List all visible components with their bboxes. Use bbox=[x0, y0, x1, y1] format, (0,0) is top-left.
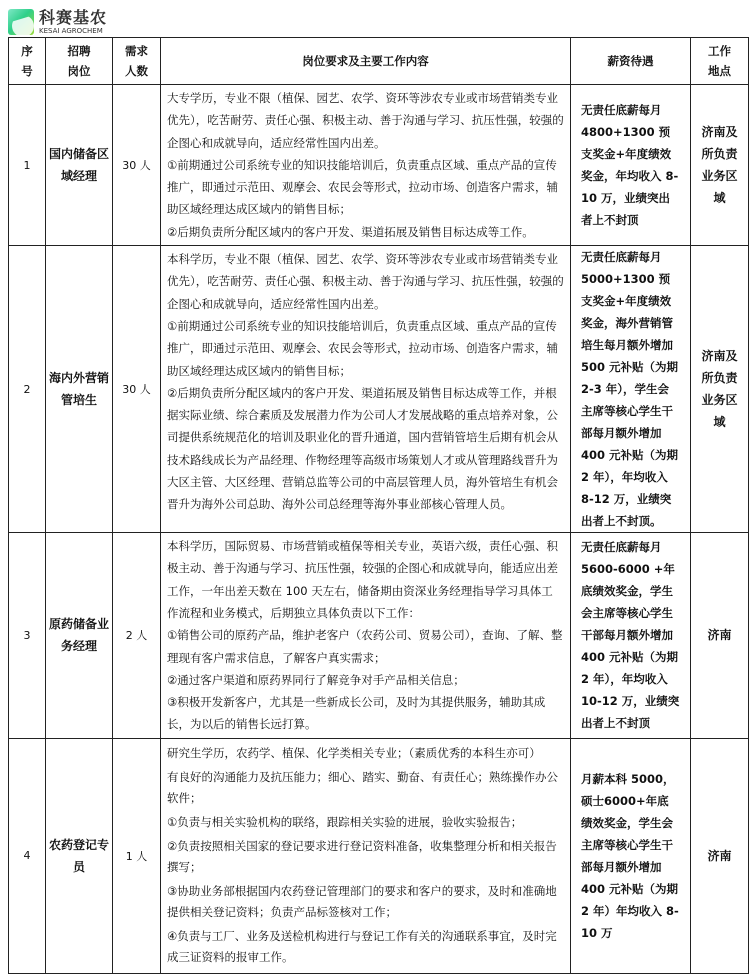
header-location-label: 工作地点 bbox=[708, 44, 731, 78]
content-paragraph: 有良好的沟通能力及抗压能力；细心、踏实、勤奋、有责任心；熟练操作办公软件； bbox=[167, 769, 558, 805]
row-salary: 无责任底薪每月5600-6000 +年底绩效奖金，学生会主席等核心学生干部每月额外增加 400 元补贴（为期 2 年），年均收入 10-12 万，业绩突出者上不封顶 bbox=[571, 533, 691, 739]
content-paragraph: 本科学历，专业不限（植保、园艺、农学、资环等涉农专业或市场营销类专业优先），吃苦耐劳、责任心强、积极主动、善于沟通与学习、抗压性强，较强的企图心和成就导向，适应经常性国内出差。 bbox=[167, 252, 564, 311]
row-index: 4 bbox=[9, 738, 46, 973]
content-paragraph: ②后期负责所分配区域内的客户开发、渠道拓展及销售目标达成等工作。 bbox=[167, 224, 534, 239]
content-paragraph: ②负责按照相关国家的登记要求进行登记资料准备，收集整理分析和相关报告撰写； bbox=[167, 838, 557, 874]
row-content bbox=[161, 246, 571, 533]
content-paragraph: ③协助业务部根据国内农药登记管理部门的要求和客户的要求，及时和准确地提供相关登记资料；负责产品标签核对工作； bbox=[167, 883, 557, 919]
row-position: 农药登记专员 bbox=[46, 738, 113, 973]
content-paragraph: 研究生学历，农药学、植保、化学类相关专业；（素质优秀的本科生亦可） bbox=[167, 745, 541, 760]
row-count: 30 人 bbox=[113, 246, 161, 533]
row-count: 30 人 bbox=[113, 85, 161, 246]
table-row bbox=[9, 533, 749, 739]
row-position: 海内外营销管培生 bbox=[46, 246, 113, 533]
row-position: 国内储备区域经理 bbox=[46, 85, 113, 246]
content-paragraph: ①前期通过公司系统专业的知识技能培训后，负责重点区域、重点产品的宣传推广，即通过示范田、观摩会、农民会等形式，拉动市场、创造客户需求，辅助区域经理达成区域内的销售目标； bbox=[167, 157, 558, 217]
row-location: 济南及所负责业务区域 bbox=[691, 246, 749, 533]
header-position-label: 招聘岗位 bbox=[67, 44, 91, 78]
header-count-label: 需求人数 bbox=[125, 44, 148, 78]
table-row bbox=[9, 85, 749, 246]
content-paragraph: ②后期负责所分配区域内的客户开发、渠道拓展及销售目标达成等工作，并根据实际业绩、综合素质及发展潜力作为公司人才发展战略的重点培养对象，公司提供系统规范化的培训及职业化的晋升通道，国内营销管培生后期有机会从技术路线成长为产品经理、作物经理等高级市场策划人才或从管理路线晋升为大区主管、大区经理、营销总监等公司的中高层管理人员，海外管培生有机会晋升为海外公司总助、海外公司总经理等海外事业部核心管理人员。 bbox=[167, 385, 558, 512]
row-count: 2 人 bbox=[113, 533, 161, 739]
logo-name-en: KESAI AGROCHEM bbox=[39, 26, 103, 35]
content-paragraph: 本科学历，国际贸易、市场营销或植保等相关专业，英语六级，责任心强、积极主动、善于沟通与学习、抗压性强，较强的企图心和成就导向，能适应出差工作，一年出差天数在 100 天左右，储备期由资深业务经理指导学习具体工作流程和业务模式，后期独立具体负责以下工作： bbox=[167, 539, 558, 620]
row-salary: 月薪本科 5000，硕士6000+年底绩效奖金，学生会主席等核心学生干部每月额外增加 400 元补贴（为期 2 年）年均收入 8-10 万 bbox=[571, 738, 691, 973]
table-row bbox=[9, 738, 749, 973]
content-paragraph: ①销售公司的原药产品，维护老客户（农药公司、贸易公司），查询、了解、整理现有客户需求信息，了解客户真实需求； bbox=[167, 628, 563, 665]
header-position bbox=[46, 38, 113, 85]
row-index: 2 bbox=[9, 246, 46, 533]
content-paragraph: ①前期通过公司系统专业的知识技能培训后，负责重点区域、重点产品的宣传推广，即通过示范田、观摩会、农民会等形式，拉动市场、创造客户需求，辅助区域经理达成区域内的销售目标； bbox=[167, 318, 558, 378]
row-content bbox=[161, 85, 571, 246]
row-index: 3 bbox=[9, 533, 46, 739]
row-location: 济南及所负责业务区域 bbox=[691, 85, 749, 246]
table-header-row bbox=[9, 38, 749, 85]
row-content bbox=[161, 738, 571, 973]
row-index: 1 bbox=[9, 85, 46, 246]
content-paragraph: ④负责与工厂、业务及送检机构进行与登记工作有关的沟通联系事宜，及时完成三证资料的报审工作。 bbox=[167, 928, 557, 964]
row-salary: 无责任底薪每月5000+1300 预支奖金+年度绩效奖金，海外营销管培生每月额外增加500 元补贴（为期 2-3 年），学生会主席等核心学生干部每月额外增加 400 元补贴（为期 2 年），年均收入 8-12 万，业绩突出者上不封顶。 bbox=[571, 246, 691, 533]
content-paragraph: ①负责与相关实验机构的联络，跟踪相关实验的进展，验收实验报告； bbox=[167, 814, 523, 829]
row-position: 原药储备业务经理 bbox=[46, 533, 113, 739]
content-paragraph: 大专学历，专业不限（植保、园艺、农学、资环等涉农专业或市场营销类专业优先），吃苦耐劳、责任心强、积极主动、善于沟通与学习、抗压性强，较强的企图心和成就导向，适应经常性国内出差。 bbox=[167, 91, 564, 150]
row-location: 济南 bbox=[691, 533, 749, 739]
logo-name-cn: 科赛基农 bbox=[39, 7, 108, 27]
logo-mark-icon bbox=[8, 9, 34, 35]
content-paragraph: ②通过客户渠道和原药界同行了解竞争对手产品相关信息； bbox=[167, 672, 465, 687]
table-row bbox=[9, 246, 749, 533]
header-salary: 薪资待遇 bbox=[571, 38, 691, 85]
content-paragraph: ③积极开发新客户，尤其是一些新成长公司，及时为其提供服务，辅助其成长，为以后的销售长远打算。 bbox=[167, 695, 546, 732]
header-location bbox=[691, 38, 749, 85]
header-index: 序 号 bbox=[9, 38, 46, 85]
row-location: 济南 bbox=[691, 738, 749, 973]
company-logo bbox=[8, 8, 107, 36]
row-count: 1 人 bbox=[113, 738, 161, 973]
row-salary: 无责任底薪每月4800+1300 预支奖金+年度绩效奖金，年均收入 8-10 万，业绩突出者上不封顶 bbox=[571, 85, 691, 246]
header-count bbox=[113, 38, 161, 85]
row-content bbox=[161, 533, 571, 739]
header-content: 岗位要求及主要工作内容 bbox=[161, 38, 571, 85]
job-table bbox=[8, 37, 749, 974]
